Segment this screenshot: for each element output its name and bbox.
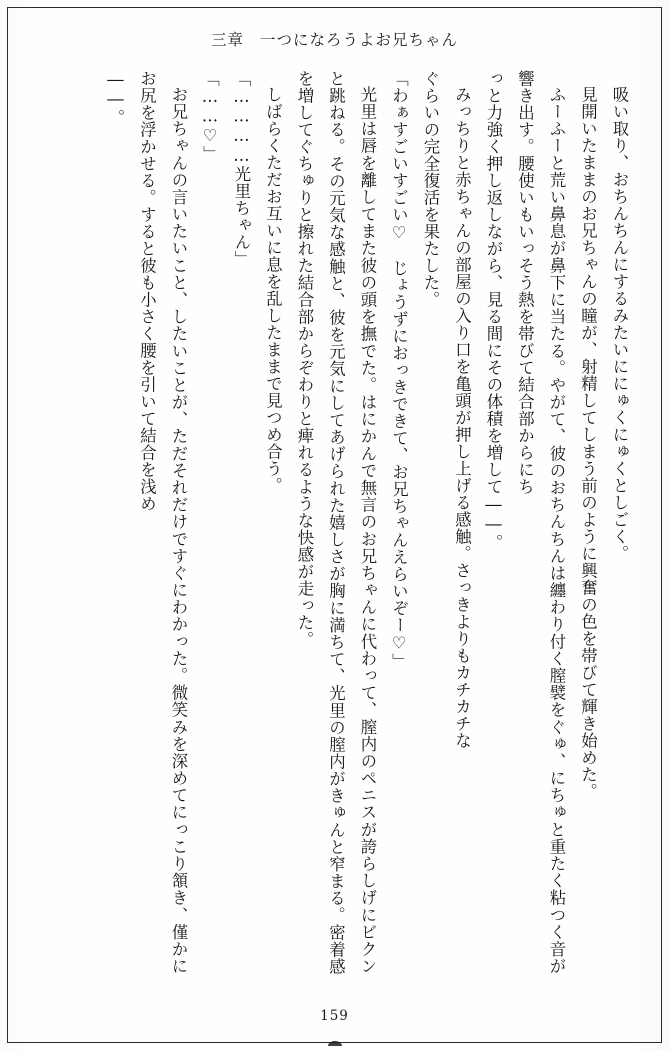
paragraph: 吸い取り、おちんちんにするみたいににゅくにゅくとしごく。 — [610, 86, 629, 563]
page-header — [0, 28, 669, 58]
paragraph: 「わぁすごいすごい♡ じょうずにおっきできて、お兄ちゃんえらいぞー♡」 — [389, 70, 409, 671]
paragraph: お兄ちゃんの言いたいこと、したいことが、ただそれだけですぐにわかった。微笑みを深めてにっこり頷き、僅かにお尻を浮かせる。すると彼も小さく腰を引いて結合を浅め — [137, 70, 188, 975]
paragraph: 見開いたままのお兄ちゃんの瞳が、射精してしまう前のように興奮の色を帯びて輝き始めた。 — [578, 86, 598, 801]
paragraph: 「……♡」 — [200, 70, 220, 163]
paragraph: ぐらいの完全復活を果たした。 — [421, 70, 440, 308]
paragraph: 光里は唇を離してまた彼の頭を撫でた。はにかんで無言のお兄ちゃんに代わって、膣内のペニスが誇らしげにビクンと跳ねる。その元気な感触と、彼を元気にしてあげられた嬉しさが胸に満ちて、光里の膣内がきゅんと窄まる。密着感を増してぐちゅりと擦れた結合部からぞわりと痺れるような快感が走った。 — [295, 70, 377, 975]
page-bottom-mark — [328, 1041, 342, 1046]
paragraph: 「…………光里ちゃん」 — [232, 70, 251, 268]
paragraph: しばらくただお互いに息を乱したままで見つめ合う。 — [263, 86, 283, 495]
paragraph: ふーふーと荒い鼻息が鼻下に当たる。やがて、彼のおちんちんは纏わり付く膣襞をぐゅ、にちゅと重たく粘つく音が響き出す。腰使いもいっそう熱を帯びて結合部からにち — [515, 70, 566, 975]
chapter-title: 一つになろうよお兄ちゃん — [260, 31, 459, 49]
chapter-number: 三章 — [210, 31, 244, 49]
body-text-vertical — [34, 70, 635, 975]
page-number: 159 — [320, 1008, 349, 1024]
paragraph: みっちりと赤ちゃんの部屋の入り口を亀頭が押し上げる感触。さっきよりもカチカチな — [452, 86, 472, 750]
paragraph: っと力強く押し返しながら、見る間にその体積を増して――。 — [484, 70, 503, 552]
paragraph: ――。 — [106, 70, 125, 127]
